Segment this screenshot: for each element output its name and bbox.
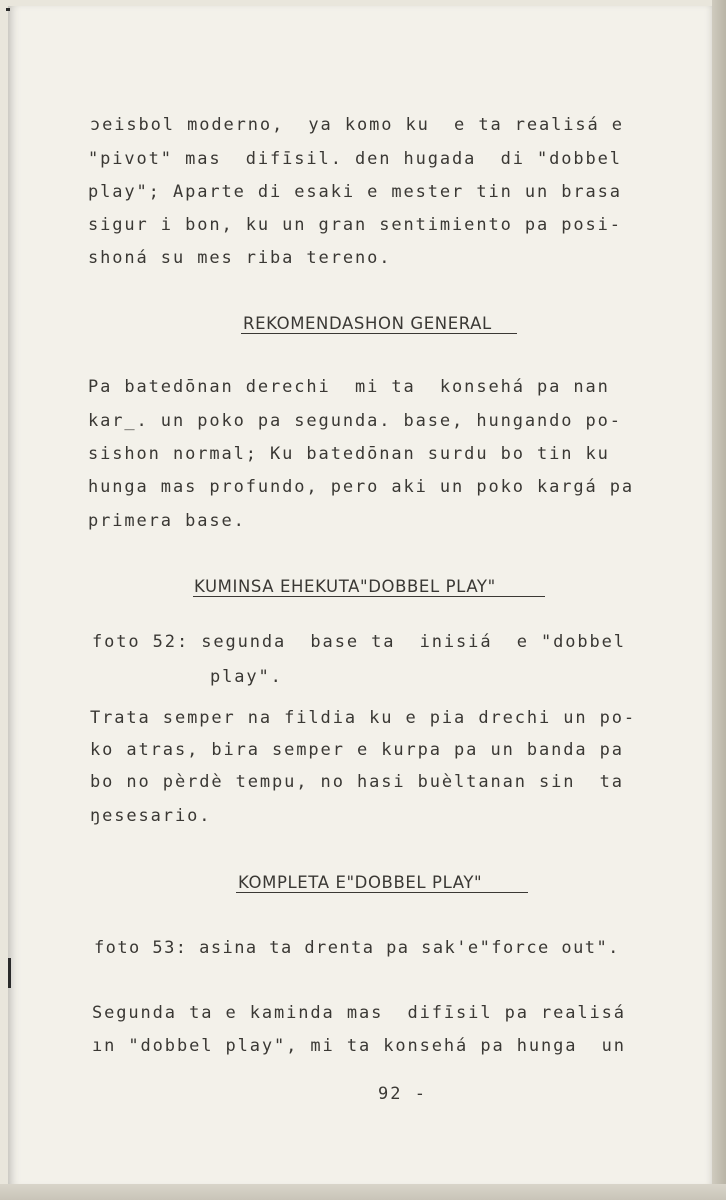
- paragraph-3-line: Trata semper na fildia ku e pia drechi un po-: [90, 708, 637, 728]
- photo-caption-52: foto 52: segunda base ta inisiá e "dobbel: [92, 632, 626, 652]
- paragraph-3-line: bo no pèrdè tempu, no hasi buèltanan sin ta: [90, 772, 624, 792]
- paragraph-2-line: Pa batedōnan derechi mi ta konsehá pa nan: [88, 377, 610, 397]
- section-heading-rekomendashon: REKOMENDASHON GENERAL: [243, 314, 492, 333]
- book-spine-edge: [712, 0, 726, 1200]
- paragraph-4-line: Segunda ta e kaminda mas difīsil pa realisá: [92, 1003, 626, 1023]
- heading-underline: [193, 596, 545, 597]
- binding-mark-top: [6, 8, 10, 11]
- paragraph-2-line: sishon normal; Ku batedōnan surdu bo tin ku: [88, 444, 610, 464]
- section-heading-kompleta: KOMPLETA E"DOBBEL PLAY": [238, 873, 483, 892]
- section-heading-kuminsa: KUMINSA EHEKUTA"DOBBEL PLAY": [194, 577, 496, 596]
- paragraph-2-line: kar_. un poko pa segunda. base, hungando po-: [88, 411, 622, 431]
- binding-mark: [8, 958, 11, 988]
- paragraph-3-line: ŋesesario.: [90, 806, 212, 826]
- paragraph-3-line: ko atras, bira semper e kurpa pa un banda pa: [90, 740, 624, 760]
- page-bottom-edge: [0, 1184, 726, 1200]
- paragraph-2-line: primera base.: [88, 511, 246, 531]
- paragraph-1-line: play"; Aparte di esaki e mester tin un brasa: [88, 182, 622, 202]
- heading-underline: [241, 333, 517, 334]
- photo-caption-52-cont: play".: [210, 667, 283, 687]
- paragraph-2-line: hunga mas profundo, pero aki un poko kargá pa: [88, 477, 635, 497]
- paragraph-1-line: shoná su mes riba tereno.: [88, 248, 392, 268]
- page-number: 92 -: [378, 1084, 427, 1104]
- paragraph-1-line: sigur i bon, ku un gran sentimiento pa posi-: [88, 215, 622, 235]
- paragraph-4-line: ın "dobbel play", mi ta konsehá pa hunga un: [92, 1036, 626, 1056]
- paragraph-1-line: "pivot" mas difīsil. den hugada di "dobbel: [88, 149, 622, 169]
- paragraph-1-line: ɔeisbol moderno, ya komo ku e ta realisá e: [90, 115, 624, 135]
- photo-caption-53: foto 53: asina ta drenta pa sak'e"force out".: [94, 938, 620, 958]
- heading-underline: [236, 892, 528, 893]
